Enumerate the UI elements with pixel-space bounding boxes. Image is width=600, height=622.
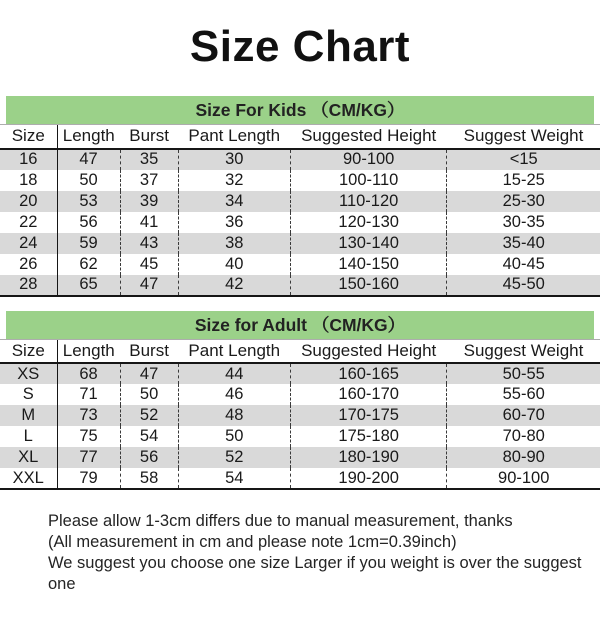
table-row (0, 468, 600, 489)
table-cell: 47 (120, 275, 178, 296)
size-cell: 24 (19, 233, 38, 252)
size-cell: 28 (0, 275, 57, 296)
column-header: Size (0, 125, 57, 149)
table-row (0, 191, 600, 212)
size-cell: S (22, 385, 34, 403)
column-header: Burst (120, 339, 178, 363)
table-cell: 180-190 (290, 447, 447, 468)
table-cell: 140-150 (290, 254, 447, 275)
table-cell: 54 (178, 468, 290, 489)
table-cell: 37 (120, 170, 178, 191)
table-cell: 36 (178, 212, 290, 233)
table-cell: 52 (178, 447, 290, 468)
table-cell: 45 (120, 254, 178, 275)
table-cell: 35 (120, 149, 178, 170)
column-header: Suggest Weight (447, 339, 600, 363)
size-cell: 22 (19, 212, 38, 231)
table-cell: 50-55 (447, 363, 600, 384)
size-cell: 20 (19, 191, 38, 210)
table-cell: 50 (57, 170, 120, 191)
size-cell: 16 (19, 150, 38, 168)
table-cell: <15 (447, 149, 600, 170)
table-cell: 90-100 (447, 468, 600, 489)
section-gap (0, 297, 600, 311)
table-cell: 47 (57, 149, 120, 170)
table-cell: 30-35 (447, 212, 600, 233)
table-cell: 79 (57, 468, 120, 489)
adult-size-table (0, 339, 600, 491)
note-line: Please allow 1-3cm differs due to manual measurement, thanks (48, 512, 513, 530)
column-header: Pant Length (178, 339, 290, 363)
table-cell: 43 (120, 233, 178, 254)
table-row (0, 170, 600, 191)
adult-table-body (0, 363, 600, 489)
table-cell: 53 (57, 191, 120, 212)
table-cell: 50 (178, 426, 290, 447)
table-cell: 47 (120, 363, 178, 384)
table-cell: 90-100 (290, 149, 447, 170)
table-cell: 73 (57, 405, 120, 426)
table-cell: 35-40 (447, 233, 600, 254)
table-cell: 54 (120, 426, 178, 447)
kids-table-head (0, 125, 600, 149)
table-row (0, 363, 600, 384)
size-cell: L (23, 427, 33, 445)
kids-table-body (0, 149, 600, 296)
table-row (0, 275, 600, 296)
table-cell: 68 (57, 363, 120, 384)
size-cell: XXL (0, 468, 57, 489)
table-cell: 80-90 (447, 447, 600, 468)
table-cell: 150-160 (290, 275, 447, 296)
table-cell: 58 (120, 468, 178, 489)
table-cell: 40-45 (447, 254, 600, 275)
adult-table-head (0, 339, 600, 363)
column-header: Length (57, 339, 120, 363)
table-cell: 190-200 (290, 468, 447, 489)
table-cell: 130-140 (290, 233, 447, 254)
table-cell: 39 (120, 191, 178, 212)
table-cell: 75 (57, 426, 120, 447)
note-line: (All measurement in cm and please note 1cm=0.39inch) (48, 533, 457, 551)
column-header: Pant Length (178, 125, 290, 149)
table-cell: 65 (57, 275, 120, 296)
table-cell: 46 (178, 384, 290, 405)
table-cell: 60-70 (447, 405, 600, 426)
size-cell: M (21, 406, 36, 424)
column-header: Length (57, 125, 120, 149)
table-cell: 120-130 (290, 212, 447, 233)
table-cell: 50 (120, 384, 178, 405)
size-cell: XS (17, 364, 40, 383)
note-line: We suggest you choose one size Larger if you weight is over the suggest one (48, 554, 582, 593)
table-cell: 110-120 (290, 191, 447, 212)
table-cell: 34 (178, 191, 290, 212)
kids-size-table (0, 124, 600, 297)
table-cell: 32 (178, 170, 290, 191)
table-cell: 160-170 (290, 384, 447, 405)
table-row (0, 233, 600, 254)
table-cell: 77 (57, 447, 120, 468)
table-cell: 48 (178, 405, 290, 426)
column-header: Suggest Weight (447, 125, 600, 149)
column-header: Size (0, 339, 57, 363)
table-cell: 70-80 (447, 426, 600, 447)
table-cell: 40 (178, 254, 290, 275)
table-cell: 44 (178, 363, 290, 384)
header-row (0, 339, 600, 363)
table-cell: 41 (120, 212, 178, 233)
table-row (0, 149, 600, 170)
table-cell: 15-25 (447, 170, 600, 191)
size-cell: 18 (19, 170, 38, 189)
header-row (0, 125, 600, 149)
kids-section-header: Size For Kids （CM/KG） (6, 96, 594, 124)
table-cell: 100-110 (290, 170, 447, 191)
table-row (0, 384, 600, 405)
table-row (0, 212, 600, 233)
measurement-notes (0, 511, 600, 595)
size-cell: XL (18, 448, 39, 466)
table-row (0, 254, 600, 275)
table-cell: 38 (178, 233, 290, 254)
page-title: Size Chart (189, 22, 411, 71)
size-cell: 26 (19, 254, 38, 273)
table-cell: 30 (178, 149, 290, 170)
table-row (0, 447, 600, 468)
table-cell: 25-30 (447, 191, 600, 212)
column-header: Suggested Height (290, 339, 447, 363)
table-cell: 71 (57, 384, 120, 405)
table-row (0, 426, 600, 447)
table-cell: 160-165 (290, 363, 447, 384)
table-row (0, 405, 600, 426)
adult-section-header: Size for Adult （CM/KG） (6, 311, 594, 339)
column-header: Suggested Height (290, 125, 447, 149)
table-cell: 59 (57, 233, 120, 254)
table-cell: 56 (57, 212, 120, 233)
table-cell: 55-60 (447, 384, 600, 405)
column-header: Burst (120, 125, 178, 149)
table-cell: 62 (57, 254, 120, 275)
table-cell: 45-50 (447, 275, 600, 296)
table-cell: 42 (178, 275, 290, 296)
table-cell: 170-175 (290, 405, 447, 426)
table-cell: 56 (120, 447, 178, 468)
table-cell: 175-180 (290, 426, 447, 447)
table-cell: 52 (120, 405, 178, 426)
